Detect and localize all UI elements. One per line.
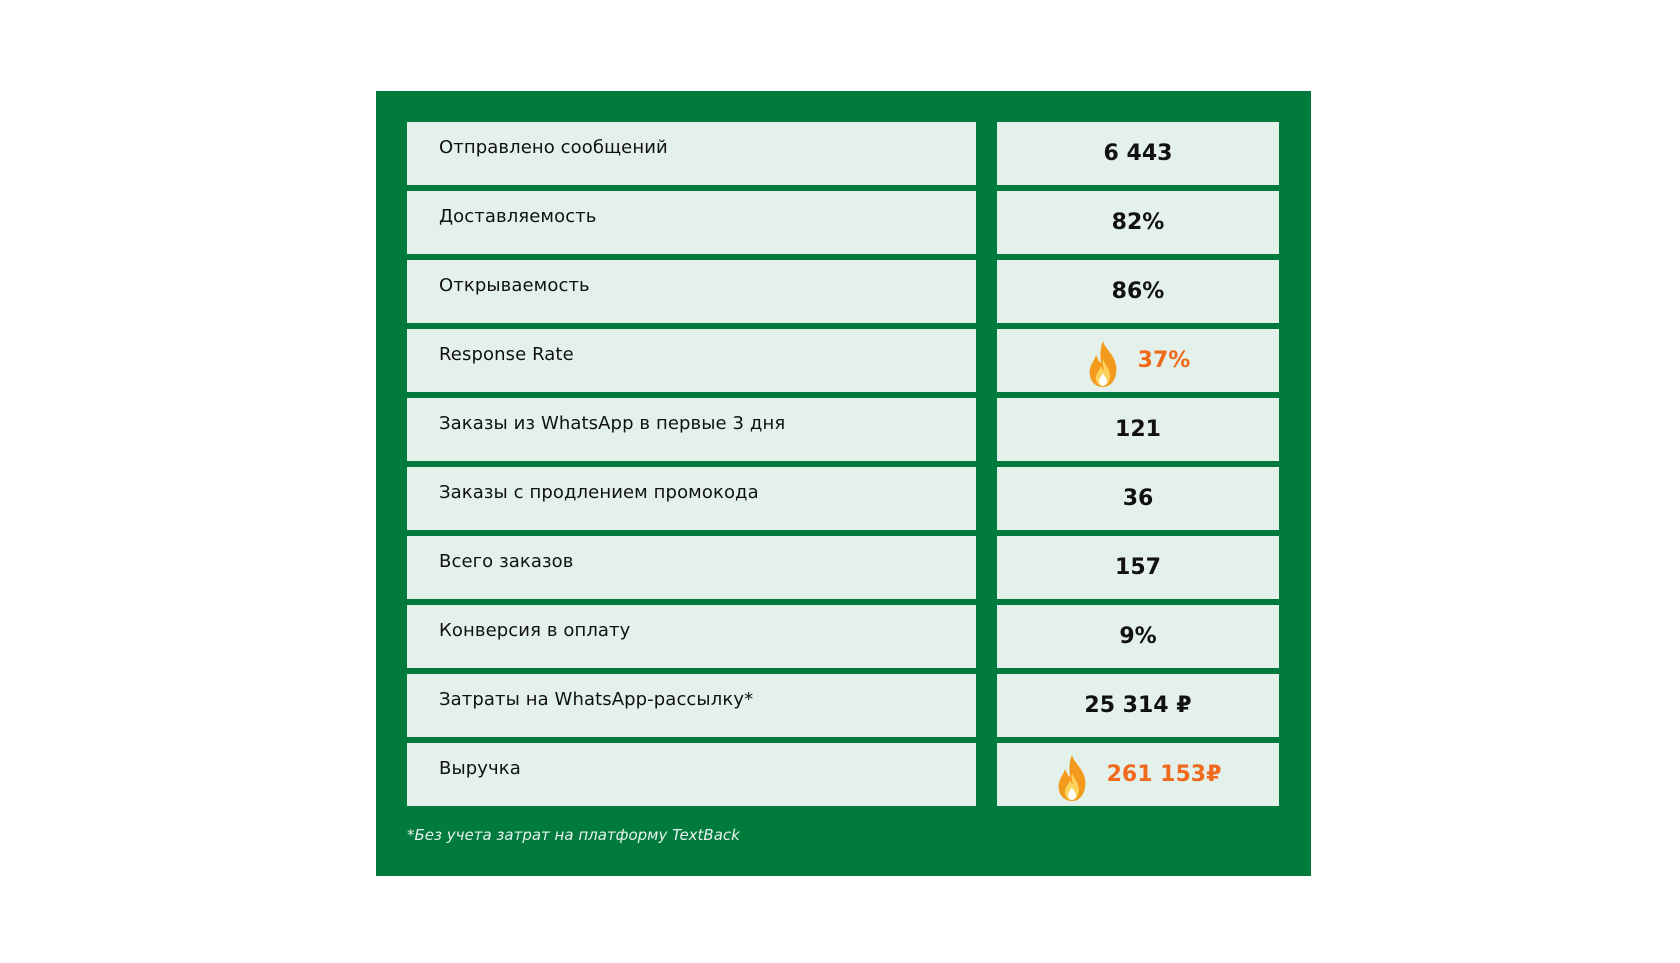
table-row (407, 329, 1279, 392)
metric-value (997, 467, 1279, 530)
metric-value (997, 398, 1279, 461)
value-text: 157 (1115, 555, 1161, 580)
fire-icon (1055, 753, 1089, 803)
table-row (407, 260, 1279, 323)
results-panel (376, 91, 1311, 876)
metric-value (997, 605, 1279, 668)
table-row (407, 743, 1279, 806)
table-row (407, 398, 1279, 461)
metric-label: Доставляемость (407, 191, 976, 254)
metric-value (997, 260, 1279, 323)
fire-icon (1086, 339, 1120, 389)
value-text: 9% (1119, 624, 1157, 649)
value-text: 6 443 (1103, 141, 1173, 166)
footnote: *Без учета затрат на платформу TextBack (407, 826, 740, 844)
metric-label: Выручка (407, 743, 976, 806)
value-text: 37% (1137, 348, 1191, 373)
metric-label: Затраты на WhatsApp-рассылку* (407, 674, 976, 737)
value-text: 82% (1111, 210, 1165, 235)
table-row (407, 605, 1279, 668)
metric-value (997, 191, 1279, 254)
table-row (407, 191, 1279, 254)
metric-value (997, 674, 1279, 737)
metrics-table (407, 122, 1279, 812)
metric-value (997, 743, 1279, 806)
metric-label: Заказы с продлением промокода (407, 467, 976, 530)
metric-label: Открываемость (407, 260, 976, 323)
value-text: 261 153₽ (1106, 762, 1222, 787)
metric-label: Заказы из WhatsApp в первые 3 дня (407, 398, 976, 461)
metric-value (997, 122, 1279, 185)
value-text: 121 (1115, 417, 1161, 442)
metric-label: Всего заказов (407, 536, 976, 599)
metric-label: Конверсия в оплату (407, 605, 976, 668)
table-row (407, 674, 1279, 737)
value-text: 25 314 ₽ (1084, 693, 1192, 718)
metric-label: Отправлено сообщений (407, 122, 976, 185)
value-text: 36 (1122, 486, 1154, 511)
metric-label: Response Rate (407, 329, 976, 392)
metric-value (997, 329, 1279, 392)
table-row (407, 122, 1279, 185)
table-row (407, 467, 1279, 530)
table-row (407, 536, 1279, 599)
value-text: 86% (1111, 279, 1165, 304)
metric-value (997, 536, 1279, 599)
